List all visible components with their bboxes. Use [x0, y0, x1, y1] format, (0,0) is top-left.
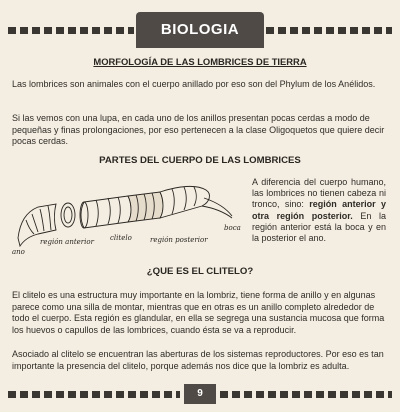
side-intro: A diferencia del cuerpo humano, las lombrices no tienen cabeza ni tronco, sino:: [252, 177, 386, 210]
section-title-tab: BIOLOGIA: [136, 12, 264, 48]
page-number: 9: [184, 384, 216, 404]
header-dashes-left: [8, 27, 134, 34]
side-outro: En la región anterior está la boca y en la posterior el ano.: [252, 210, 387, 244]
clitelo-heading: ¿QUE ES EL CLITELO?: [146, 266, 254, 277]
bristles-paragraph: Si las vemos con una lupa, en cada uno de los anillos presentan pocas cerdas a modo de pequeñas y finas prolongaciones, por eso pertenecen a la clase Oligoquetos que quiere decir pocas cerdas.: [12, 113, 385, 146]
parts-heading: PARTES DEL CUERPO DE LAS LOMBRICES: [99, 155, 301, 166]
clitelo-paragraph: El clitelo es una estructura muy importante en la lombriz, tiene forma de anillo y en algunas parece como una silla de montar, mientras que en otras es un anillo completo alrededor de todo el cuerpo. Esta región es glandular, en ella se segrega una sustancia mucosa que forma los huevos o capullos de las lombrices, cuando ésta se va a reproducir.: [12, 290, 385, 335]
side-bold-text: región anterior y otra región posterior.: [252, 199, 386, 221]
page-subtitle: MORFOLOGÍA DE LAS LOMBRICES DE TIERRA: [93, 56, 307, 67]
footer-dashes-right: [220, 391, 392, 398]
footer-dashes-left: [8, 391, 180, 398]
earthworm-diagram: [10, 176, 248, 260]
label-ano: ano: [12, 248, 25, 256]
label-region-posterior: región posterior: [150, 236, 208, 244]
page-footer: [8, 384, 392, 404]
label-region-anterior: región anterior: [40, 238, 94, 246]
intro-paragraph: Las lombrices son animales con el cuerpo anillado por eso son del Phylum de los Anélidos.: [12, 79, 376, 89]
body-parts-description: [252, 177, 386, 244]
label-clitelo: clitelo: [110, 234, 132, 242]
page-header: [8, 12, 392, 48]
reproductive-paragraph: Asociado al clitelo se encuentran las aberturas de los sistemas reproductores. Por eso es tan importante la presencia del clitelo, porque además nos dice que la lombriz es adulta.: [12, 349, 384, 371]
header-dashes-right: [266, 27, 392, 34]
label-boca: boca: [224, 224, 241, 232]
